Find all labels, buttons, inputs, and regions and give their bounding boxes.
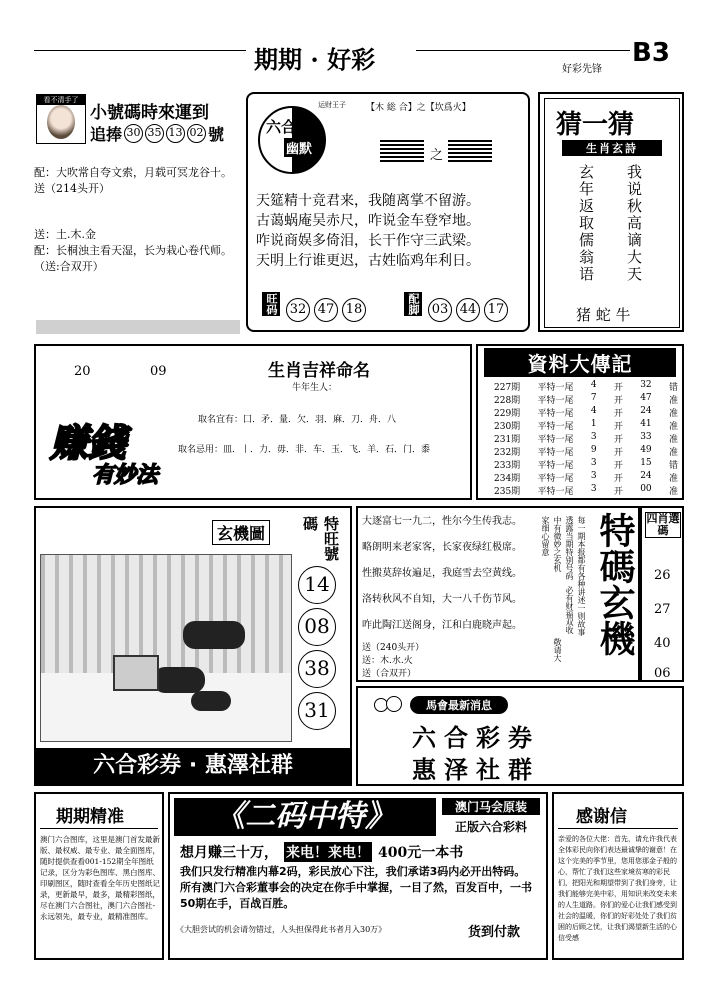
special-number: 38 <box>298 650 336 688</box>
thanks-title: 感谢信 <box>576 807 627 827</box>
story-col: 透露当期特别号码 <box>565 516 574 580</box>
naming-line-1 <box>198 412 396 425</box>
table-row <box>494 419 678 432</box>
record-num: 4 <box>590 380 597 390</box>
record-period: 234期 <box>494 474 521 484</box>
record-result: 24 <box>640 406 652 416</box>
ad-body: 我们只发行精准内幕2码，彩民放心下注，我们承诺3码内必开出特码。所有澳门六合彩董事会的决定在你手中掌握，一目了然，百发百中，一书50期在手，百战百胜。 <box>180 865 532 910</box>
guess-subtitle: 生肖玄詩 <box>562 140 662 156</box>
record-num: 3 <box>590 484 597 494</box>
top-left-line: 配：长桐浊主看天湿，长为栽心卷代师。 <box>34 244 232 257</box>
record-text: 平特一尾 <box>537 487 574 497</box>
poem-line: 咋此陶江送阁身，江和白鹿晓声起。 <box>362 620 522 631</box>
fortune-header: 【木 総 合】之【坎爲火】 <box>366 103 471 113</box>
ad-side-2: 正版六合彩料 <box>454 820 527 834</box>
match-number: 44 <box>456 298 480 322</box>
ad-slogan-c: 400元一本书 <box>378 845 464 861</box>
naming-year-b: 09 <box>150 364 167 379</box>
ad-slogan-a: 想月赚三十万， <box>180 845 278 861</box>
record-num: 1 <box>590 419 597 429</box>
send-line: 送：木.水.火 <box>362 656 413 666</box>
record-mark: 准 <box>668 396 678 406</box>
record-open: 开 <box>613 435 623 445</box>
top-left-line: 配：大吹常自夸文索，月载可冥龙谷十。 <box>34 166 232 179</box>
story-col: 必有财福双收 <box>565 586 574 634</box>
poem-line: 略朗明来老家客，长家夜绿红极席。 <box>362 542 522 553</box>
record-result: 24 <box>640 471 652 481</box>
record-period: 232期 <box>494 448 521 458</box>
header-slogan: 好彩先锋 <box>562 64 602 75</box>
record-mark: 准 <box>668 435 678 445</box>
logo-main: 六合 <box>266 118 297 136</box>
hexagram-left <box>380 140 424 164</box>
record-mark: 准 <box>668 487 678 497</box>
avatar <box>36 94 86 144</box>
top-left-line: 送（214头开） <box>34 182 110 195</box>
ball-icon <box>386 696 402 712</box>
record-open: 开 <box>613 396 623 406</box>
record-mark: 准 <box>668 409 678 419</box>
tail-pick-title: 四肖選碼 <box>646 512 680 537</box>
special-mystery-title: 特碼玄機 <box>594 512 635 656</box>
record-result: 33 <box>640 432 652 442</box>
fortune-poem-line: 天筵精十竞君来，我随离掌不留游。 <box>256 193 480 209</box>
winter-scene-illustration <box>40 554 292 742</box>
hexagram-mid: 之 <box>430 148 444 163</box>
chase-number: 30 <box>124 124 143 143</box>
poem-panel <box>356 506 640 682</box>
record-mark: 准 <box>668 474 678 484</box>
tail-pick-number: 40 <box>654 636 671 651</box>
records-title: 資料大傳記 <box>484 348 676 377</box>
record-mark: 准 <box>668 448 678 458</box>
record-num: 7 <box>590 393 597 403</box>
ad-footer-right: 货到付款 <box>468 925 521 940</box>
thanks-body: 亲爱的各位大佬：首先，请允许我代表全体彩民向你们表达最诚挚的谢意！在这个完美的季节里，您用您那金子般的心，帮忙了我们这些家境贫寒的彩民们，把阳光和期望带到了我们身旁，让我们能够完美中彩，用知识来改变未来的人生道路。你们的爱心让我们感受到社会的温暖，你们的好彩处处了我们贫困的后顾之忧，让我们渴望新生活的心信受感 <box>558 835 677 942</box>
record-period: 230期 <box>494 422 521 432</box>
record-mark: 错 <box>668 461 678 471</box>
record-result: 49 <box>640 445 652 455</box>
lucky-label: 旺码 <box>262 292 280 316</box>
chase-number: 02 <box>187 124 206 143</box>
story-col: 中有微妙之玄机 <box>553 516 562 572</box>
horse-news-panel <box>356 686 684 786</box>
record-result: 32 <box>640 380 652 390</box>
record-num: 9 <box>590 445 597 455</box>
record-text: 平特一尾 <box>537 474 574 484</box>
chase-label: 追捧 <box>90 125 123 144</box>
promo-main: 赚錢 <box>50 420 127 465</box>
record-open: 开 <box>613 383 623 393</box>
header-rule-right <box>416 50 630 51</box>
thanks-panel <box>552 792 684 960</box>
top-left-panel <box>34 92 242 318</box>
record-period: 229期 <box>494 409 521 419</box>
promo-sub: 有妙法 <box>92 463 159 488</box>
naming-line-1-label: 取名宜有： <box>198 415 244 425</box>
record-open: 开 <box>613 461 623 471</box>
page-title: 期期 · 好彩 <box>254 45 376 74</box>
record-mark: 准 <box>668 422 678 432</box>
table-row <box>494 432 678 445</box>
gray-bar <box>36 320 240 334</box>
chase-number: 13 <box>166 124 185 143</box>
record-text: 平特一尾 <box>537 409 574 419</box>
lottery-balls-icon <box>374 696 408 714</box>
tail-pick-number: 06 <box>654 666 671 681</box>
chase-suffix: 號 <box>208 125 225 144</box>
record-open: 开 <box>613 487 623 497</box>
poem-line: 大逐富七一九二，性尔今生传我志。 <box>362 516 522 527</box>
table-row <box>494 484 678 497</box>
ad-title: 《二码中特》 <box>174 798 436 836</box>
mystic-panel <box>34 506 352 786</box>
records-panel <box>476 344 684 500</box>
ad-panel <box>168 792 548 960</box>
table-row <box>494 445 678 458</box>
naming-line-1-text: 囗．矛．量．欠．羽．麻．刀．舟．八 <box>243 415 397 425</box>
horse-news-label: 馬會最新消息 <box>410 696 508 714</box>
ox-figure-icon <box>153 667 205 693</box>
lucky-numbers <box>286 298 366 322</box>
naming-line-2 <box>178 442 430 455</box>
table-row <box>494 380 678 393</box>
record-open: 开 <box>613 409 623 419</box>
special-numbers <box>298 566 338 730</box>
naming-line-2-text: 皿．丨．力．毋．非．车．玉．飞．羊．石．门．黍 <box>223 445 431 455</box>
ad-side-1: 澳门马会原装 <box>442 798 540 815</box>
guess-title: 猜一猜 <box>556 110 635 140</box>
table-row <box>494 406 678 419</box>
record-period: 231期 <box>494 435 521 445</box>
record-mark: 错 <box>668 383 678 393</box>
fortune-poem-line: 咋说商娱多倚泪，长干作守三武梁。 <box>256 233 480 249</box>
ox-figure-icon <box>183 621 245 649</box>
horse-news-line-1: 六合彩券 <box>412 724 540 752</box>
mystic-footer: 六合彩券 · 惠澤社群 <box>36 748 350 784</box>
special-number: 08 <box>298 608 336 646</box>
record-result: 00 <box>640 484 652 494</box>
match-label: 配脚 <box>404 292 422 316</box>
record-open: 开 <box>613 422 623 432</box>
bottom-left-panel <box>34 792 164 960</box>
logo-sub: 幽默 <box>284 138 314 157</box>
record-num: 3 <box>590 432 597 442</box>
naming-panel <box>34 344 472 500</box>
tail-pick-panel <box>640 506 684 682</box>
record-result: 15 <box>640 458 652 468</box>
table-row <box>494 458 678 471</box>
page-number: B3 <box>632 38 670 68</box>
record-period: 227期 <box>494 383 521 393</box>
special-number: 14 <box>298 566 336 604</box>
ad-slogan <box>180 842 463 862</box>
match-numbers <box>428 298 508 322</box>
lucky-number: 32 <box>286 298 310 322</box>
ad-slogan-b: 来电！来电！ <box>284 842 372 862</box>
send-line: 送（240头开） <box>362 643 425 653</box>
record-num: 3 <box>590 458 597 468</box>
logo-top: 运财王子 <box>318 101 346 109</box>
naming-title: 生肖吉祥命名 <box>268 361 370 381</box>
story-col: 敬请大 <box>553 638 562 662</box>
table-row <box>494 393 678 406</box>
guess-panel <box>538 92 684 332</box>
ox-figure-icon <box>191 691 231 711</box>
poem-line: 性搬莫辞妆遍足，我庭雪去空黄线。 <box>362 568 522 579</box>
bottom-left-title: 期期精准 <box>56 807 124 827</box>
record-result: 41 <box>640 419 652 429</box>
tail-pick-number: 27 <box>654 602 671 617</box>
naming-year-a: 20 <box>74 364 91 379</box>
story-col: 每一期本报都有各种讲述一则故事 <box>577 516 586 636</box>
records-table <box>494 380 678 497</box>
guess-answer: 猪 蛇 牛 <box>576 306 631 324</box>
poem-line: 洛转秋风不自知，大一八千伤节风。 <box>362 594 522 605</box>
table-row <box>494 471 678 484</box>
top-left-line: （送:合双开） <box>34 260 104 273</box>
record-text: 平特一尾 <box>537 422 574 432</box>
match-number: 17 <box>484 298 508 322</box>
story-col: 家细心留意 <box>541 516 550 556</box>
record-result: 47 <box>640 393 652 403</box>
record-period: 235期 <box>494 487 521 497</box>
top-left-line: 送：土.木.金 <box>34 228 96 241</box>
record-text: 平特一尾 <box>537 435 574 445</box>
special-number: 31 <box>298 692 336 730</box>
record-open: 开 <box>613 448 623 458</box>
naming-subtitle: 牛年生人： <box>292 383 338 393</box>
record-period: 233期 <box>494 461 521 471</box>
send-line: 送（合双开） <box>362 669 417 679</box>
stone-table-icon <box>113 655 159 691</box>
bottom-left-body: 澳门六合图库，这里是澳门首发最新版、最权威、最专业、最全面图库，随时提供查看001-152期全年图纸记录，区分为彩色图库、黑白图库、印刷图区，随时查看全年历史图纸记录，更新最早，最多，最精彩图纸，尽在澳门六合图社，澳门六合图社-永远领先，最专业，最精准图库。 <box>40 835 160 921</box>
chase-number: 35 <box>145 124 164 143</box>
thanks-rule <box>558 828 678 829</box>
lucky-number: 47 <box>314 298 338 322</box>
match-number: 03 <box>428 298 452 322</box>
bottom-left-rule <box>40 828 158 829</box>
headline: 小號碼時來運到 <box>90 103 209 123</box>
chase-row <box>90 122 224 145</box>
tail-pick-number: 26 <box>654 568 671 583</box>
ad-footer: 《大胆尝试的机会请勿错过，人头担保得此书者月入30万》 <box>176 925 387 934</box>
fortune-panel <box>246 92 530 332</box>
guess-col-right: 我说秋高谪大天 <box>625 164 643 283</box>
record-text: 平特一尾 <box>537 383 574 393</box>
horse-news-line-2: 惠泽社群 <box>412 756 540 784</box>
fortune-poem-line: 古蔼蜗庵吴赤尺，咋说金车登窄地。 <box>256 213 480 229</box>
record-text: 平特一尾 <box>537 396 574 406</box>
lucky-number: 18 <box>342 298 366 322</box>
avatar-label: 看不清手了 <box>37 95 85 105</box>
record-period: 228期 <box>494 396 521 406</box>
guess-col-left: 玄年返取儒翁语 <box>577 164 595 283</box>
avatar-face-icon <box>47 105 75 139</box>
record-text: 平特一尾 <box>537 448 574 458</box>
header-rule-left <box>34 50 246 51</box>
naming-line-2-label: 取名忌用： <box>178 445 224 455</box>
record-open: 开 <box>613 474 623 484</box>
special-label: 特旺號碼 <box>301 516 340 561</box>
record-text: 平特一尾 <box>537 461 574 471</box>
mystic-label: 玄機圖 <box>212 520 270 545</box>
hexagram-right <box>448 140 492 164</box>
record-num: 3 <box>590 471 597 481</box>
record-num: 4 <box>590 406 597 416</box>
fortune-poem-line: 天明上行谁更迟，古姓临鸡年利日。 <box>256 253 480 269</box>
